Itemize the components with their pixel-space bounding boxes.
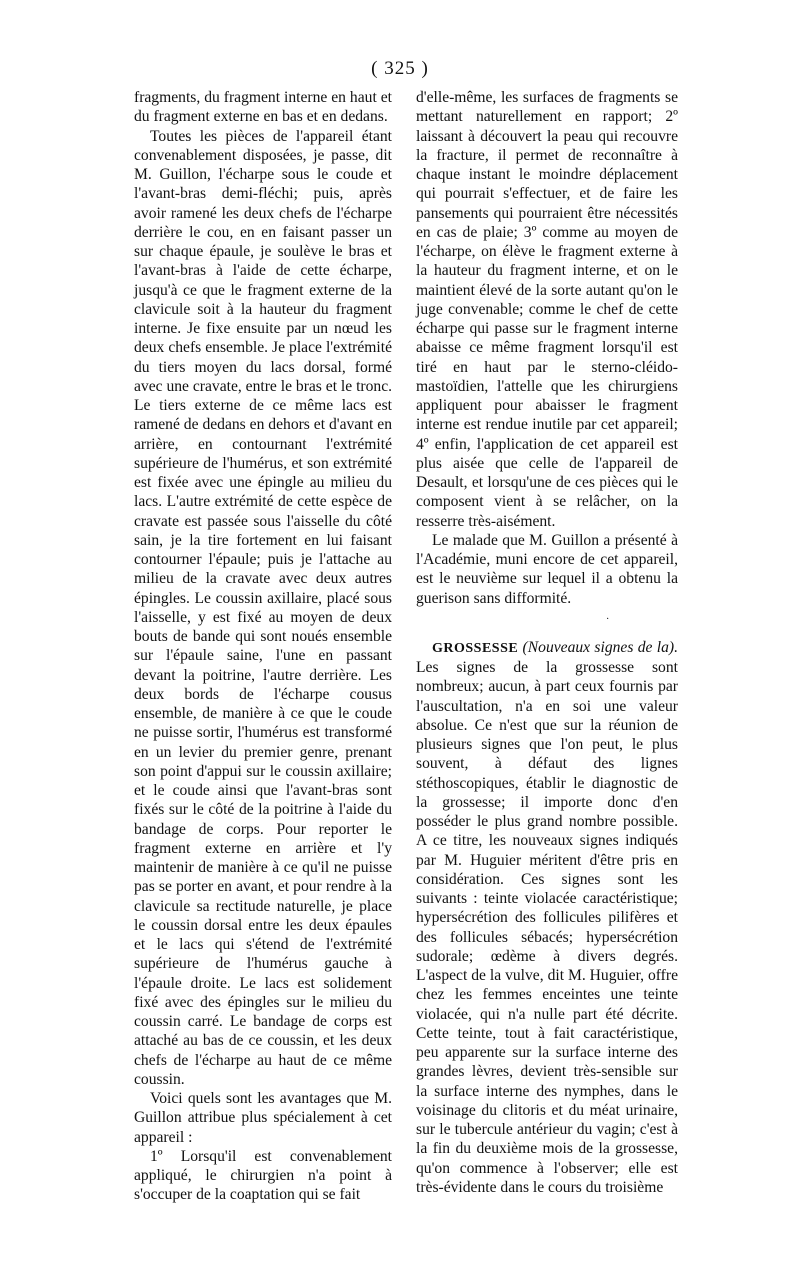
section-divider: · [606,613,610,625]
page-number: ( 325 ) [371,58,429,79]
paragraph-avantage-1: 1º Lorsqu'il est convenablement appliqué, le chirurgien n'a point à s'occuper de la coaptation qui se fait [134,1147,392,1204]
paragraph-grossesse [416,638,678,1197]
paragraph-malade: Le malade que M. Guillon a présenté à l'Académie, muni encore de cet appareil, est le neuvième sur lequel il a obtenu la guerison sans difformité. [416,531,678,607]
left-column [134,88,392,1205]
section-heading-subtitle: (Nouveaux signes de la). [522,638,678,656]
paragraph-continued: fragments, du fragment interne en haut et du fragment externe en bas et en dedans. [134,89,392,126]
paragraph-appareil-description: Toutes les pièces de l'appareil étant convenablement disposées, je passe, dit M. Guillon, l'écharpe sous le coude et l'avant-bras demi-fléchi; puis, après avoir ramené les deux chefs de l'écharpe derrière le cou, en en faisant passer un sur chaque épaule, je soulève le bras et l'avant-bras à l'aide de cette écharpe, jusqu'à ce que le fragment externe de la clavicule soit à la hauteur du fragment interne. Je fixe ensuite par un nœud les deux chefs ensemble. Je place l'extrémité du tiers moyen du lacs dorsal, formé avec une cravate, entre le bras et le tronc. Le tiers externe de ce même lacs est ramené de dedans en dehors et d'avant en arrière, en contournant l'extrémité supérieure de l'humérus, et son extrémité est fixée avec une épingle au milieu du lacs. L'autre extrémité de cette espèce de cravate est passée sous l'aisselle du côté sain, je la tire fortement en lui faisant contourner l'épaule; puis je l'attache au milieu de la cravate avec deux autres épingles. Le coussin axillaire, placé sous l'aisselle, y est fixé au moyen de deux bouts de bande qui sont noués ensemble sur l'épaule saine, l'une en passant devant la poitrine, l'autre derrière. Les deux bords de l'écharpe cousus ensemble, de manière à ce que le coude ne puisse sortir, l'humérus est transformé en un levier du premier genre, prenant son point d'appui sur le coussin axillaire; et le coude ainsi que l'avant-bras sont fixés sur le côté de la poitrine à l'aide du bandage de corps. Pour reporter le fragment externe en arrière et l'y maintenir de manière à ce qu'il ne puisse pas se porter en avant, et pour rendre à la clavicule sa rectitude naturelle, je place le coussin dorsal entre les deux épaules et le lacs qui s'étend de l'extrémité supérieure de l'humérus gauche à l'épaule droite. Le lacs est solidement fixé avec des épingles sur le milieu du coussin carré. Le bandage de corps est attaché au bas de ce coussin, et les deux chefs de l'écharpe au haut de ce même coussin. [134,127,393,1088]
paragraph-avantages-intro: Voici quels sont les avantages que M. Guillon attribue plus spécialement à cet appareil : [134,1090,392,1146]
paragraph-grossesse-text: Les signes de la grossesse sont nombreux; aucun, à part ceux fournis par l'auscultation, n'a en soi une valeur absolue. Ce n'est que sur la réunion de plusieurs signes que l'on peut, le plus souvent, à défaut des lignes stéthoscopiques, établir le diagnostic de la grossesse; il importe donc d'en posséder le plus grand nombre possible. A ce titre, les nouveaux signes indiqués par M. Huguier méritent d'être pris en considération. Ces signes sont les suivants : teinte violacée caractéristique; hypersécrétion des follicules pilifères et des follicules sébacés; hypersécrétion sudorale; œdème à divers degrés. L'aspect de la vulve, dit M. Huguier, offre chez les femmes enceintes une teinte violacée, qui n'a nulle part été décrite. Cette teinte, tout à fait caractéristique, peu apparente sur la surface interne des grandes lèvres, devient très-sensible sur la surface interne des nymphes, dans le voisinage du clitoris et du méat urinaire, sur le tubercule antérieur du vagin; c'est à la fin du deuxième mois de la grossesse, qu'on commence à l'observer; elle est très-évidente dans le cours du troisième [416,659,678,1196]
section-heading: GROSSESSE [432,640,519,656]
right-column [416,88,678,1197]
paragraph-avantages-suite: d'elle-même, les surfaces de fragments se mettant naturellement en rapport; 2º laissant à découvert la peau qui recouvre la fracture, il permet de reconnaître à chaque instant le moindre déplacement qui pourrait s'effectuer, et de faire les pansements qui pourraient être nécessités en cas de plaie; 3º comme au moyen de l'écharpe, on élève le fragment externe à la hauteur du fragment interne, et on le maintient élevé de la sorte autant qu'on le juge convenable; comme le chef de cette écharpe qui passe sur le fragment interne abaisse ce même fragment lorsqu'il est tiré en haut par le sterno-cléido-mastoïdien, l'attelle que les chirurgiens appliquent pour abaisser le fragment interne est rendue inutile par cet appareil; 4º enfin, l'application de cet appareil est plus aisée que celle de l'appareil de Desault, et lorsqu'une de ces pièces qui le composent vient à se relâcher, on la resserre très-aisément. [416,89,678,530]
